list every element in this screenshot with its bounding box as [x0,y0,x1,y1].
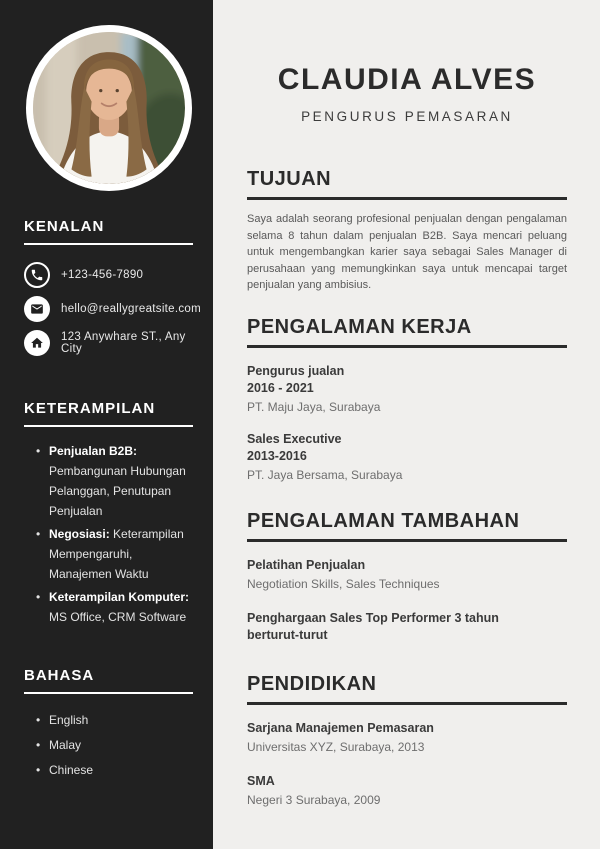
skills-section [24,400,193,627]
job-period: 2016 - 2021 [247,380,314,395]
degree-title: SMA [247,773,275,788]
education-section [247,673,567,809]
objective-section [247,168,567,294]
additional-entry [247,557,567,593]
phone-icon [24,262,50,288]
additional-title: Penghargaan Sales Top Performer 3 tahun berturut-turut [247,610,499,642]
work-entry [247,431,567,484]
home-icon [24,330,50,356]
job-company: PT. Jaya Bersama, Surabaya [247,467,403,482]
work-experience-section [247,316,567,484]
languages-section [24,667,193,780]
degree-title: Sarjana Manajemen Pemasaran [247,720,434,735]
additional-detail: Negotiation Skills, Sales Techniques [247,576,440,591]
skill-item [36,524,193,584]
additional-entry [247,610,567,644]
work-entry [247,363,567,416]
skills-heading: KETERAMPILAN [24,400,193,427]
email-icon [24,296,50,322]
phone-number: +123-456-7890 [61,269,144,281]
skill-label: Penjualan B2B: [49,444,138,458]
additional-experience-heading: PENGALAMAN TAMBAHAN [247,510,567,542]
languages-heading: BAHASA [24,667,193,694]
email-address: hello@reallygreatsite.com [61,303,201,315]
portrait-illustration [33,32,185,184]
candidate-title: PENGURUS PEMASARAN [301,109,513,124]
street-address: 123 Anywhare ST., Any City [61,331,186,355]
contact-item-address [24,330,193,356]
skill-item [36,587,193,627]
job-company: PT. Maju Jaya, Surabaya [247,399,381,414]
language-item: • English [36,710,193,730]
main-column [213,0,600,849]
job-title: Sales Executive [247,431,342,446]
skill-detail: Keterampilan Mempengaruhi, Manajemen Waktu [49,527,184,581]
language-item: • Chinese [36,760,193,780]
language-item: • Malay [36,735,193,755]
skill-detail: Pembangunan Hubungan Pelanggan, Penutupan Penjualan [49,464,186,518]
contact-item-email [24,296,201,322]
skills-list [24,441,193,627]
sidebar [0,0,213,849]
degree-detail: Negeri 3 Surabaya, 2009 [247,792,381,807]
skill-label: Keterampilan Komputer: [49,590,190,604]
languages-list [24,710,193,780]
objective-heading: TUJUAN [247,168,567,200]
objective-text: Saya adalah seorang profesional penjualan dengan pengalaman selama 8 tahun dalam penjualan B2B. Saya mencari peluang untuk mengembangkan karier saya sebagai Sales Manager di perusahaan yang memungkinkan saya untuk mencapai target penjualan yang ambisius. [247,213,567,291]
work-experience-heading: PENGALAMAN KERJA [247,316,567,348]
profile-photo [26,25,192,191]
skill-label: Negosiasi: [49,527,110,541]
additional-title: Pelatihan Penjualan [247,557,366,572]
contact-heading: KENALAN [24,218,193,245]
additional-experience-section [247,510,567,644]
contact-list [24,262,201,356]
education-entry [247,720,567,756]
contact-section [24,218,201,356]
job-title: Pengurus jualan [247,363,345,378]
skill-detail: MS Office, CRM Software [49,610,187,624]
education-entry [247,773,567,809]
education-heading: PENDIDIKAN [247,673,567,705]
candidate-name: CLAUDIA ALVES [277,63,537,96]
skill-item [36,441,193,521]
contact-item-phone [24,262,193,288]
degree-detail: Universitas XYZ, Surabaya, 2013 [247,739,425,754]
job-period: 2013-2016 [247,448,307,463]
